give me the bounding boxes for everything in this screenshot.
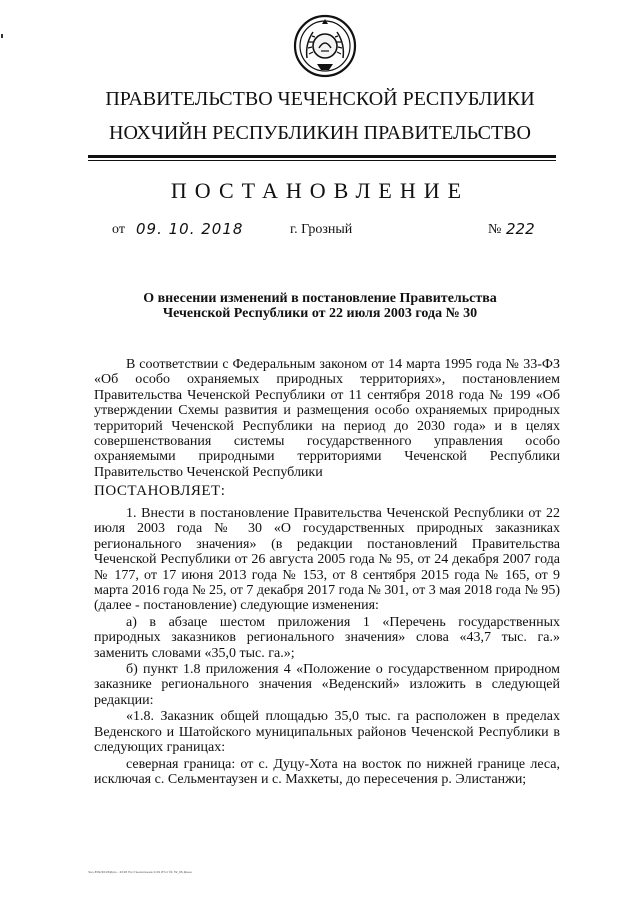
footer-file-note: Чеч-Е09/2018/Дом - 2018 Постановление 0.09 Итог № 39_06 Данн (88, 870, 192, 874)
document-date: 09. 10. 2018 (136, 220, 244, 238)
decree-word: ПОСТАНОВЛЯЕТ: (94, 483, 226, 499)
coat-of-arms-emblem-icon (293, 14, 357, 78)
preamble-paragraph: В соответствии с Федеральным законом от 14 марта 1995 года № 33-ФЗ «Об особо охраняемых природных территориях», постановлением Правительства Чеченской Республики от 11 сентября 2018 года № 199 «Об утверждении Схемы развития и размещения особо охраняемых природных территорий Чеченской Республики на период до 2030 года» и в целях совершенствования системы государственного управления особо охраняемыми природными территориями Чеченской Республики Правительство Чеченской Республики (94, 357, 560, 480)
title-line-1: О внесении изменений в постановление Правительства (143, 291, 497, 306)
north-border-paragraph: северная граница: от с. Дуцу-Хота на восток по нижней границе леса, исключая с. Сельментаузен и с. Махкеты, до пересечения р. Элистанжи; (94, 756, 560, 787)
header-rule-thick (88, 155, 556, 158)
document-number: 222 (506, 220, 535, 238)
clause-a-paragraph: а) в абзаце шестом приложения 1 «Перечень государственных природных заказников регионального значения» слова «43,7 тыс. га.» заменить словами «35,0 тыс. га.»; (94, 614, 560, 661)
clause-b-paragraph: б) пункт 1.8 приложения 4 «Положение о государственном природном заказнике регионального значения «Веденский» изложить в следующей редакции: (94, 662, 560, 708)
clause-1-paragraph: 1. Внести в постановление Правительства Чеченской Республики от 22 июля 2003 года № 30 «О государственных природных заказниках регионального значения» (в редакции постановлений Правительства Чеченской Республики от 26 августа 2005 года № 95, от 24 декабря 2007 года № 177, от 17 июня 2013 года № 153, от 8 сентября 2015 года № 165, от 9 марта 2016 года № 25, от 7 декабря 2017 года № 301, от 3 мая 2018 года № 95) (далее - постановление) следующие изменения: (94, 506, 560, 614)
number-prefix: № (488, 222, 502, 237)
document-title (100, 291, 540, 321)
date-prefix: от (112, 222, 125, 237)
clause-1-8-paragraph: «1.8. Заказник общей площадью 35,0 тыс. га расположен в пределах Веденского и Шатойского муниципальных районов Чеченской Республики в следующих границах: (94, 709, 560, 756)
header-rule-thin (88, 160, 556, 161)
preamble-block (94, 357, 560, 480)
government-name-ru: ПРАВИТЕЛЬСТВО ЧЕЧЕНСКОЙ РЕСПУБЛИКИ (105, 88, 535, 110)
document-city: г. Грозный (290, 222, 353, 237)
document-type: ПОСТАНОВЛЕНИЕ (170, 178, 470, 203)
clauses-block (94, 506, 560, 788)
scan-edge-mark (1, 34, 3, 38)
government-name-ce: НОХЧИЙН РЕСПУБЛИКИН ПРАВИТЕЛЬСТВО (109, 122, 531, 144)
title-line-2: Чеченской Республики от 22 июля 2003 года № 30 (162, 306, 478, 321)
